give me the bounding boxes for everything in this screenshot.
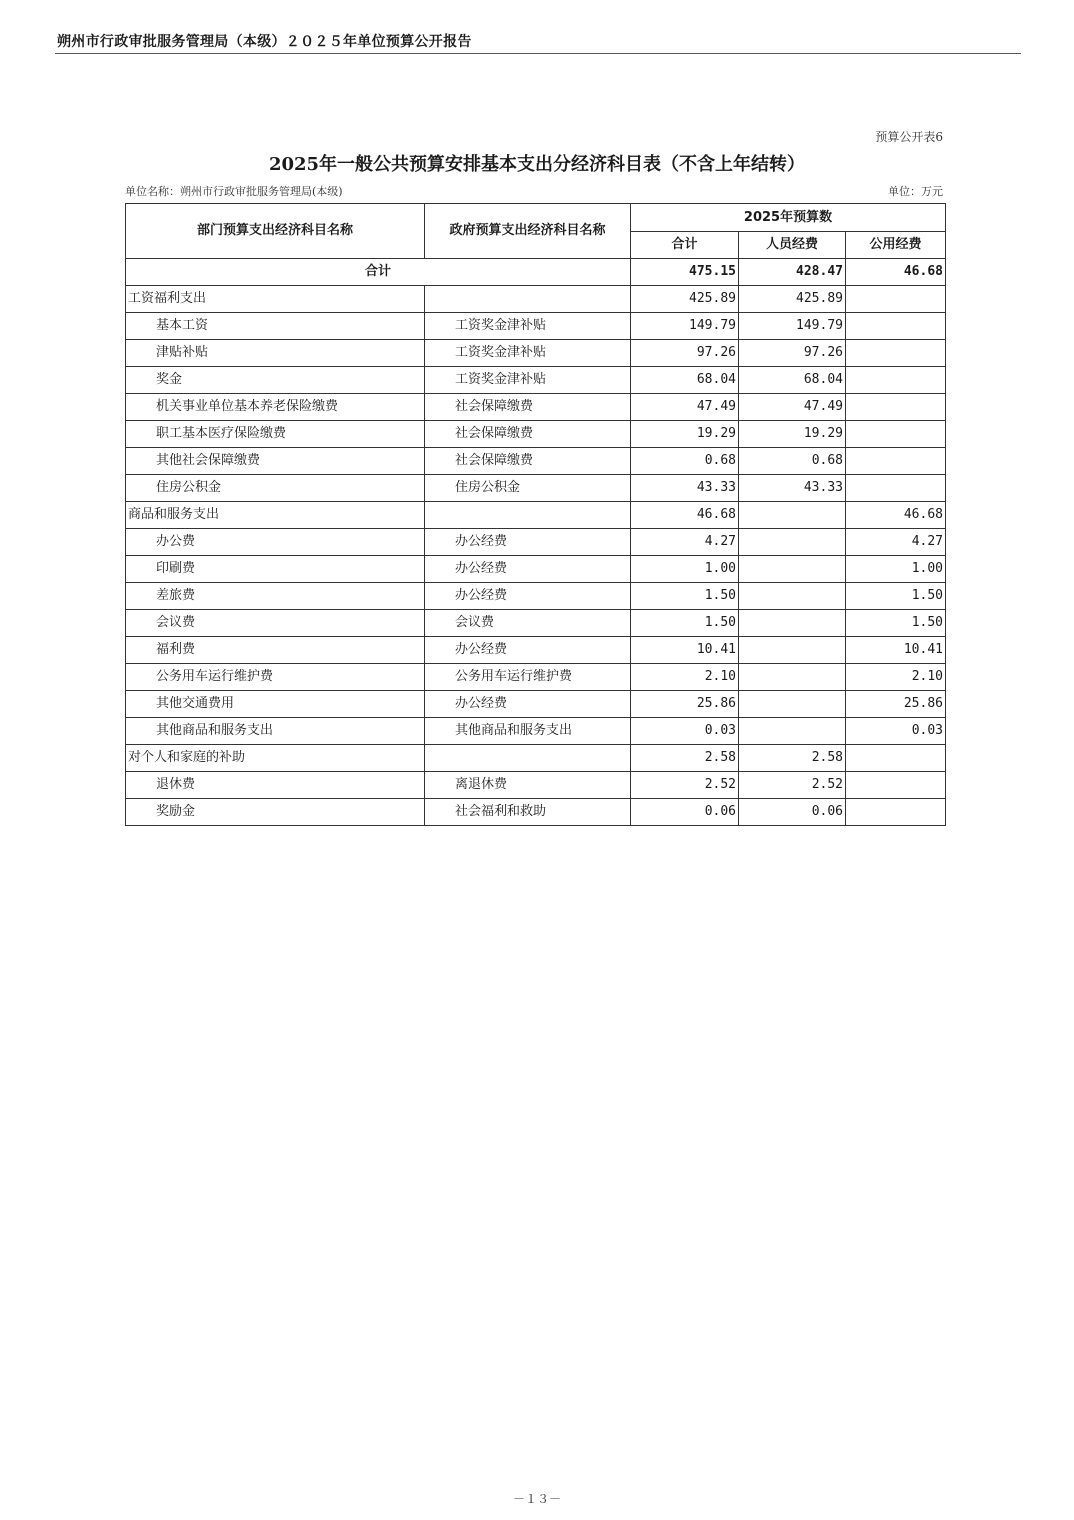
row-personnel: 47.49 [739,394,846,421]
row-public [846,340,946,367]
row-personnel [739,502,846,529]
gov-item-name: 办公经费 [425,691,631,718]
table-row [126,502,946,529]
row-total: 97.26 [631,340,739,367]
dept-item-name: 住房公积金 [126,475,425,502]
header-dept-col: 部门预算支出经济科目名称 [126,204,425,259]
header-budget-group: 2025年预算数 [631,204,946,232]
gov-item-name: 工资奖金津补贴 [425,313,631,340]
dept-item-name: 会议费 [126,610,425,637]
row-total: 0.06 [631,799,739,826]
row-public [846,367,946,394]
row-public [846,448,946,475]
row-personnel: 43.33 [739,475,846,502]
row-total: 10.41 [631,637,739,664]
row-public: 25.86 [846,691,946,718]
dept-item-name: 机关事业单位基本养老保险缴费 [126,394,425,421]
table-row [126,394,946,421]
row-personnel: 0.06 [739,799,846,826]
row-public [846,421,946,448]
row-personnel [739,610,846,637]
dept-item-name: 奖励金 [126,799,425,826]
table-number: 预算公开表6 [875,130,943,144]
dept-item-name: 工资福利支出 [126,286,425,313]
gov-item-name: 公务用车运行维护费 [425,664,631,691]
running-header: 朔州市行政审批服务管理局（本级）２０２５年单位预算公开报告 [57,34,472,50]
table-row [126,475,946,502]
row-public: 0.03 [846,718,946,745]
table-row [126,637,946,664]
table-row [126,367,946,394]
gov-item-name: 社会保障缴费 [425,394,631,421]
table-row [126,340,946,367]
header-total: 合计 [631,232,739,259]
row-public [846,313,946,340]
row-total: 2.58 [631,745,739,772]
row-personnel: 149.79 [739,313,846,340]
table-row [126,448,946,475]
dept-item-name: 其他社会保障缴费 [126,448,425,475]
table-row [126,610,946,637]
gov-item-name: 工资奖金津补贴 [425,340,631,367]
header-personnel: 人员经费 [739,232,846,259]
dept-item-name: 津贴补贴 [126,340,425,367]
row-personnel [739,637,846,664]
row-public [846,286,946,313]
row-personnel [739,583,846,610]
table-row [126,583,946,610]
row-total: 1.00 [631,556,739,583]
row-total: 1.50 [631,610,739,637]
row-public [846,799,946,826]
gov-item-name: 社会保障缴费 [425,448,631,475]
gov-item-name: 其他商品和服务支出 [425,718,631,745]
row-personnel [739,718,846,745]
row-personnel [739,556,846,583]
dept-item-name: 差旅费 [126,583,425,610]
row-public [846,475,946,502]
row-total: 149.79 [631,313,739,340]
header-rule [55,53,1021,54]
header-row-1 [126,204,946,232]
gov-item-name: 办公经费 [425,529,631,556]
row-personnel: 2.58 [739,745,846,772]
currency-unit-label: 单位：万元 [888,185,943,198]
row-total: 68.04 [631,367,739,394]
gov-item-name: 办公经费 [425,637,631,664]
table-row [126,745,946,772]
dept-item-name: 基本工资 [126,313,425,340]
row-total: 2.10 [631,664,739,691]
gov-item-name: 办公经费 [425,556,631,583]
row-public: 46.68 [846,502,946,529]
gov-item-name: 工资奖金津补贴 [425,367,631,394]
table-row [126,556,946,583]
row-public [846,394,946,421]
dept-item-name: 职工基本医疗保险缴费 [126,421,425,448]
row-total: 425.89 [631,286,739,313]
table-row [126,799,946,826]
gov-item-name: 社会福利和救助 [425,799,631,826]
row-total: 43.33 [631,475,739,502]
row-personnel [739,691,846,718]
dept-item-name: 印刷费 [126,556,425,583]
budget-table [125,203,946,826]
row-public: 1.00 [846,556,946,583]
row-personnel: 97.26 [739,340,846,367]
gov-item-name: 离退休费 [425,772,631,799]
dept-item-name: 公务用车运行维护费 [126,664,425,691]
dept-item-name: 奖金 [126,367,425,394]
dept-item-name: 对个人和家庭的补助 [126,745,425,772]
gov-item-name: 社会保障缴费 [425,421,631,448]
dept-item-name: 其他交通费用 [126,691,425,718]
row-personnel [739,529,846,556]
table-row [126,718,946,745]
row-public: 1.50 [846,610,946,637]
page-number: －１３－ [512,1492,561,1506]
row-personnel: 2.52 [739,772,846,799]
row-total: 25.86 [631,691,739,718]
gov-item-name: 办公经费 [425,583,631,610]
dept-item-name: 福利费 [126,637,425,664]
row-personnel: 68.04 [739,367,846,394]
dept-item-name: 退休费 [126,772,425,799]
gov-item-name [425,745,631,772]
row-personnel: 0.68 [739,448,846,475]
row-public: 10.41 [846,637,946,664]
unit-name-label: 单位名称：朔州市行政审批服务管理局(本级) [125,185,343,198]
page-title: 2025年一般公共预算安排基本支出分经济科目表（不含上年结转） [268,154,806,175]
gov-item-name [425,502,631,529]
row-public: 4.27 [846,529,946,556]
dept-item-name: 商品和服务支出 [126,502,425,529]
row-total: 19.29 [631,421,739,448]
total-sum: 475.15 [631,259,739,286]
header-public: 公用经费 [846,232,946,259]
row-public [846,745,946,772]
table-row [126,664,946,691]
row-total: 0.03 [631,718,739,745]
row-total: 0.68 [631,448,739,475]
header-gov-col: 政府预算支出经济科目名称 [425,204,631,259]
row-total: 46.68 [631,502,739,529]
dept-item-name: 其他商品和服务支出 [126,718,425,745]
table-row [126,529,946,556]
gov-item-name: 住房公积金 [425,475,631,502]
dept-item-name: 办公费 [126,529,425,556]
table-row [126,772,946,799]
gov-item-name: 会议费 [425,610,631,637]
row-public: 2.10 [846,664,946,691]
total-row [126,259,946,286]
row-public [846,772,946,799]
gov-item-name [425,286,631,313]
table-row [126,691,946,718]
row-personnel [739,664,846,691]
total-public: 46.68 [846,259,946,286]
table-row [126,421,946,448]
row-total: 1.50 [631,583,739,610]
table-row [126,313,946,340]
row-personnel: 425.89 [739,286,846,313]
row-total: 4.27 [631,529,739,556]
table-row [126,286,946,313]
row-total: 2.52 [631,772,739,799]
row-public: 1.50 [846,583,946,610]
total-personnel: 428.47 [739,259,846,286]
total-label: 合计 [126,259,631,286]
row-total: 47.49 [631,394,739,421]
row-personnel: 19.29 [739,421,846,448]
